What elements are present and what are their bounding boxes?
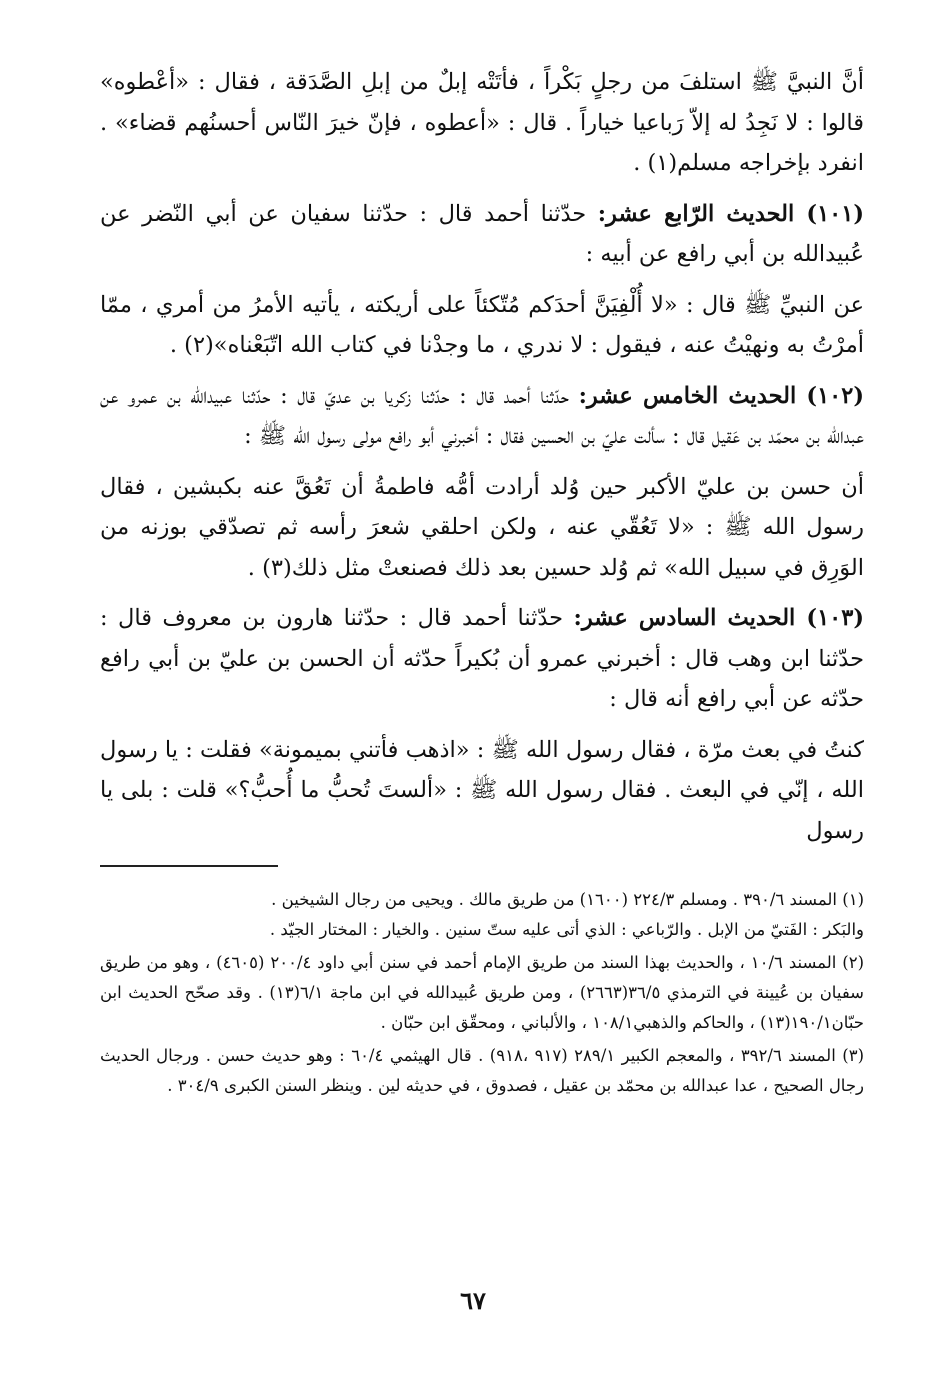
footnotes xyxy=(100,885,864,1101)
hadith-102-paragraph: (١٠٢) الحديث الخامس عشر: حدّثنا أحمد قال : حدّثنا زكريا بن عديّ قال : حدّثنا عبيدالله بن عمرو عن عبدالله بن محمّد بن عَقيل قال : سألت عليّ بن الحسين فقال : أخبرني أبو رافع مولى رسول الله ﷺ : xyxy=(100,382,865,449)
footnote-2: (٢) المسند ١٠/٦ ، والحديث بهذا السند من طريق الإمام أحمد في سنن أبي داود ٢٠٠/٤ (٤٦٠٥) ، وهو من طريق سفيان بن عُيينة في الترمذي ٣٦/٥(٢٦٦٣) ، ومن طريق عُبيدالله في ابن ماجة ٦/١(١٣) . وقد صحّح الحديث ابن حبّان١٩٠/١(١٣) ، والحاكم والذهبي١٠٨/١ ، والألباني ، ومحقّق ابن حبّان . xyxy=(100,953,864,1032)
book-page xyxy=(100,62,864,1101)
footnote-3: (٣) المسند ٣٩٢/٦ ، والمعجم الكبير ٢٨٩/١ (٩١٧ ،٩١٨) . قال الهيثمي ٦٠/٤ : وهو حديث حسن . ورجال الحديث رجال الصحيح ، عدا عبدالله بن محمّد بن عقيل ، فصدوق ، في حديثه لين . وينظر السنن الكبرى ٣٠٤/٩ . xyxy=(100,1046,865,1095)
paragraph: عن النبيِّ ﷺ قال : «لا أُلْفِيَنَّ أحدَكم مُتّكئاً على أريكته ، يأتيه الأمرُ من أمري ، ممّا أمرْتُ به ونهيْتُ عنه ، فيقول : لا ندري ، ما وجدْنا في كتاب الله اتّبَعْناه»(٢) . xyxy=(100,291,864,358)
hadith-heading: (١٠١) الحديث الرّابع عشر: xyxy=(597,200,864,227)
main-text xyxy=(100,62,864,851)
hadith-heading: (١٠٢) الحديث الخامس عشر: xyxy=(578,382,865,409)
paragraph: أن حسن بن عليّ الأكبر حين وُلد أرادت أمُّه فاطمةُ أن تَعُقَّ عنه بكبشين ، فقال رسول الله ﷺ : «لا تَعُقّي عنه ، ولكن احلقي شعرَ رأسه ثم تصدّقي بوزنه من الوَرِق في سبيل الله» ثم وُلد حسين بعد ذلك فصنعتْ مثل ذلك(٣) . xyxy=(100,473,864,581)
hadith-heading: (١٠٣) الحديث السادس عشر: xyxy=(573,605,864,631)
hadith-101-paragraph: (١٠١) الحديث الرّابع عشر: حدّثنا أحمد قال : حدّثنا سفيان عن أبي النّضر عن عُبيدالله بن أبي رافع عن أبيه : xyxy=(100,200,864,267)
hadith-103-paragraph: (١٠٣) الحديث السادس عشر: حدّثنا أحمد قال : حدّثنا هارون بن معروف قال : حدّثنا ابن وهب قال : أخبرني عمرو أن بُكيراً حدّثه أن الحسن بن عليّ بن أبي رافع حدّثه عن أبي رافع أنه قال : xyxy=(100,605,864,712)
footnote-1: (١) المسند ٣٩٠/٦ . ومسلم ٢٢٤/٣ (١٦٠٠) من طريق مالك . ويحيى من رجال الشيخين . xyxy=(271,890,864,909)
paragraph: كنتُ في بعث مرّة ، فقال رسول الله ﷺ : «اذهب فأتني بميمونة» فقلت : يا رسول الله ، إنّي في البعث . فقال رسول الله ﷺ : «ألستَ تُحبُّ ما أُحبُّ؟» قلت : بلى يا رسول xyxy=(100,736,864,844)
page-number: ٦٧ xyxy=(460,1286,486,1315)
footnote-divider xyxy=(100,865,278,867)
paragraph: أنَّ النبيَّ ﷺ استلفَ من رجلٍ بَكْراً ، فأتَتْه إبلٌ من إبلِ الصَّدَقة ، فقال : «أعْطوه» قالوا : لا نَجِدُ له إلاّ رَباعيا خياراً . قال : «أعطوه ، فإنّ خيرَ النّاس أحسنُهم قضاء» . انفرد بإخراجه مسلم(١) . xyxy=(100,69,864,176)
footnote-1-gloss: والبَكر : الفَتيّ من الإبل . والرّباعي : الذي أتى عليه ستّ سنين . والخيار : المختار الجيّد . xyxy=(269,920,864,939)
